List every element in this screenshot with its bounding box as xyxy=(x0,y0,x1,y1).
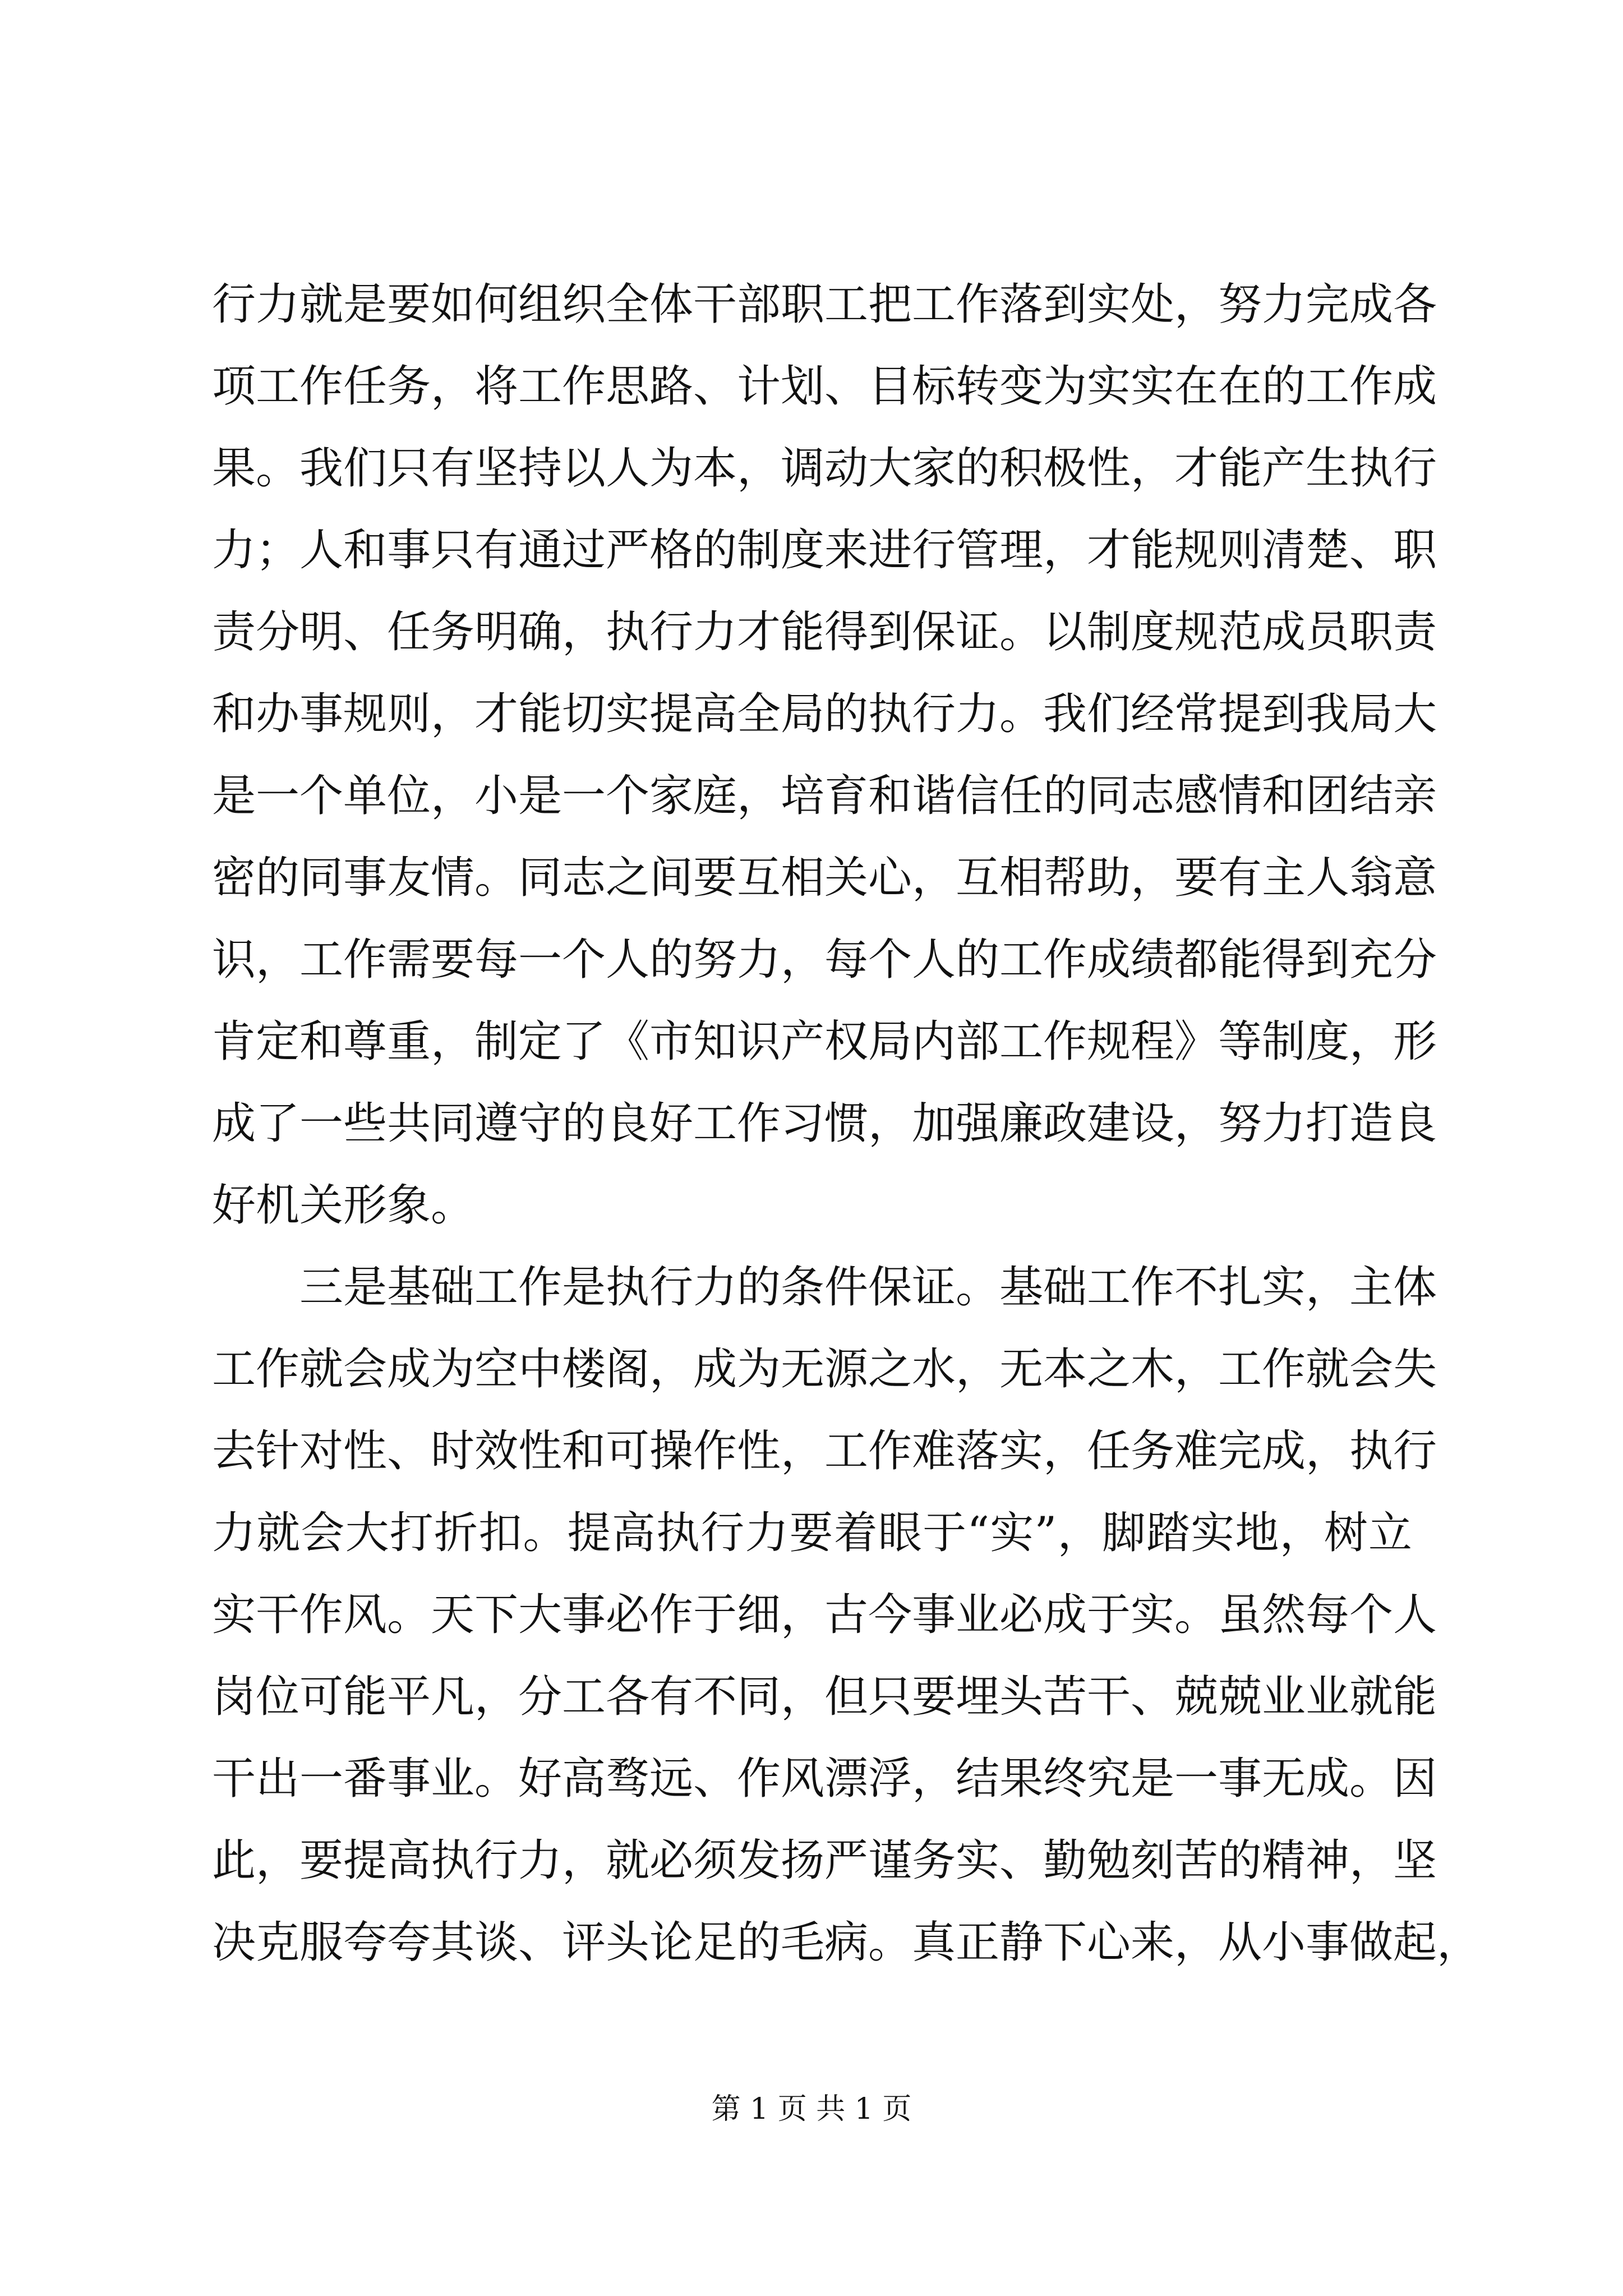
text-line: 责分明、任务明确，执行力才能得到保证。以制度规范成员职责 xyxy=(212,607,1437,657)
text-line: 和办事规则，才能切实提高全局的执行力。我们经常提到我局大 xyxy=(212,689,1437,739)
text-line: 工作就会成为空中楼阁，成为无源之水，无本之木，工作就会失 xyxy=(212,1344,1437,1395)
text-line: 肯定和尊重，制定了《市知识产权局内部工作规程》等制度，形 xyxy=(212,1016,1437,1067)
text-line: 好机关形象。 xyxy=(212,1180,475,1231)
text-line: 干出一番事业。好高骛远、作风漂浮，结果终究是一事无成。因 xyxy=(212,1754,1437,1804)
paragraph-1 xyxy=(212,264,1437,1246)
text-line: 力；人和事只有通过严格的制度来进行管理，才能规则清楚、职 xyxy=(212,525,1437,576)
text-line: 岗位可能平凡，分工各有不同，但只要埋头苦干、兢兢业业就能 xyxy=(212,1672,1437,1722)
text-line: 识，工作需要每一个人的努力，每个人的工作成绩都能得到充分 xyxy=(212,935,1437,985)
paragraph-2 xyxy=(212,1246,1481,1984)
text-line: 决克服夸夸其谈、评头论足的毛病。真正静下心来，从小事做起， xyxy=(212,1917,1481,1968)
text-line: 项工作任务，将工作思路、计划、目标转变为实实在在的工作成 xyxy=(212,361,1437,412)
text-line: 成了一些共同遵守的良好工作习惯，加强廉政建设，努力打造良 xyxy=(212,1098,1437,1149)
text-line: 果。我们只有坚持以人为本，调动大家的积极性，才能产生执行 xyxy=(212,443,1437,494)
page-number: 第 1 页 共 1 页 xyxy=(711,2092,912,2126)
text-line: 去针对性、时效性和可操作性，工作难落实，任务难完成，执行 xyxy=(212,1426,1437,1476)
text-line: 密的同事友情。同志之间要互相关心，互相帮助，要有主人翁意 xyxy=(212,853,1437,903)
text-line: 此，要提高执行力，就必须发扬严谨务实、勤勉刻苦的精神，坚 xyxy=(212,1835,1437,1886)
text-line: 是一个单位，小是一个家庭，培育和谐信任的同志感情和团结亲 xyxy=(212,771,1437,821)
text-line: 三是基础工作是执行力的条件保证。基础工作不扎实，主体 xyxy=(299,1262,1437,1313)
document-body xyxy=(212,264,1481,1984)
text-line: 行力就是要如何组织全体干部职工把工作落到实处，努力完成各 xyxy=(212,279,1437,330)
text-line: 实干作风。天下大事必作于细，古今事业必成于实。虽然每个人 xyxy=(212,1590,1437,1640)
page-footer xyxy=(0,2090,1623,2129)
text-line: 力就会大打折扣。提高执行力要着眼于“实”，脚踏实地，树立 xyxy=(212,1508,1412,1558)
